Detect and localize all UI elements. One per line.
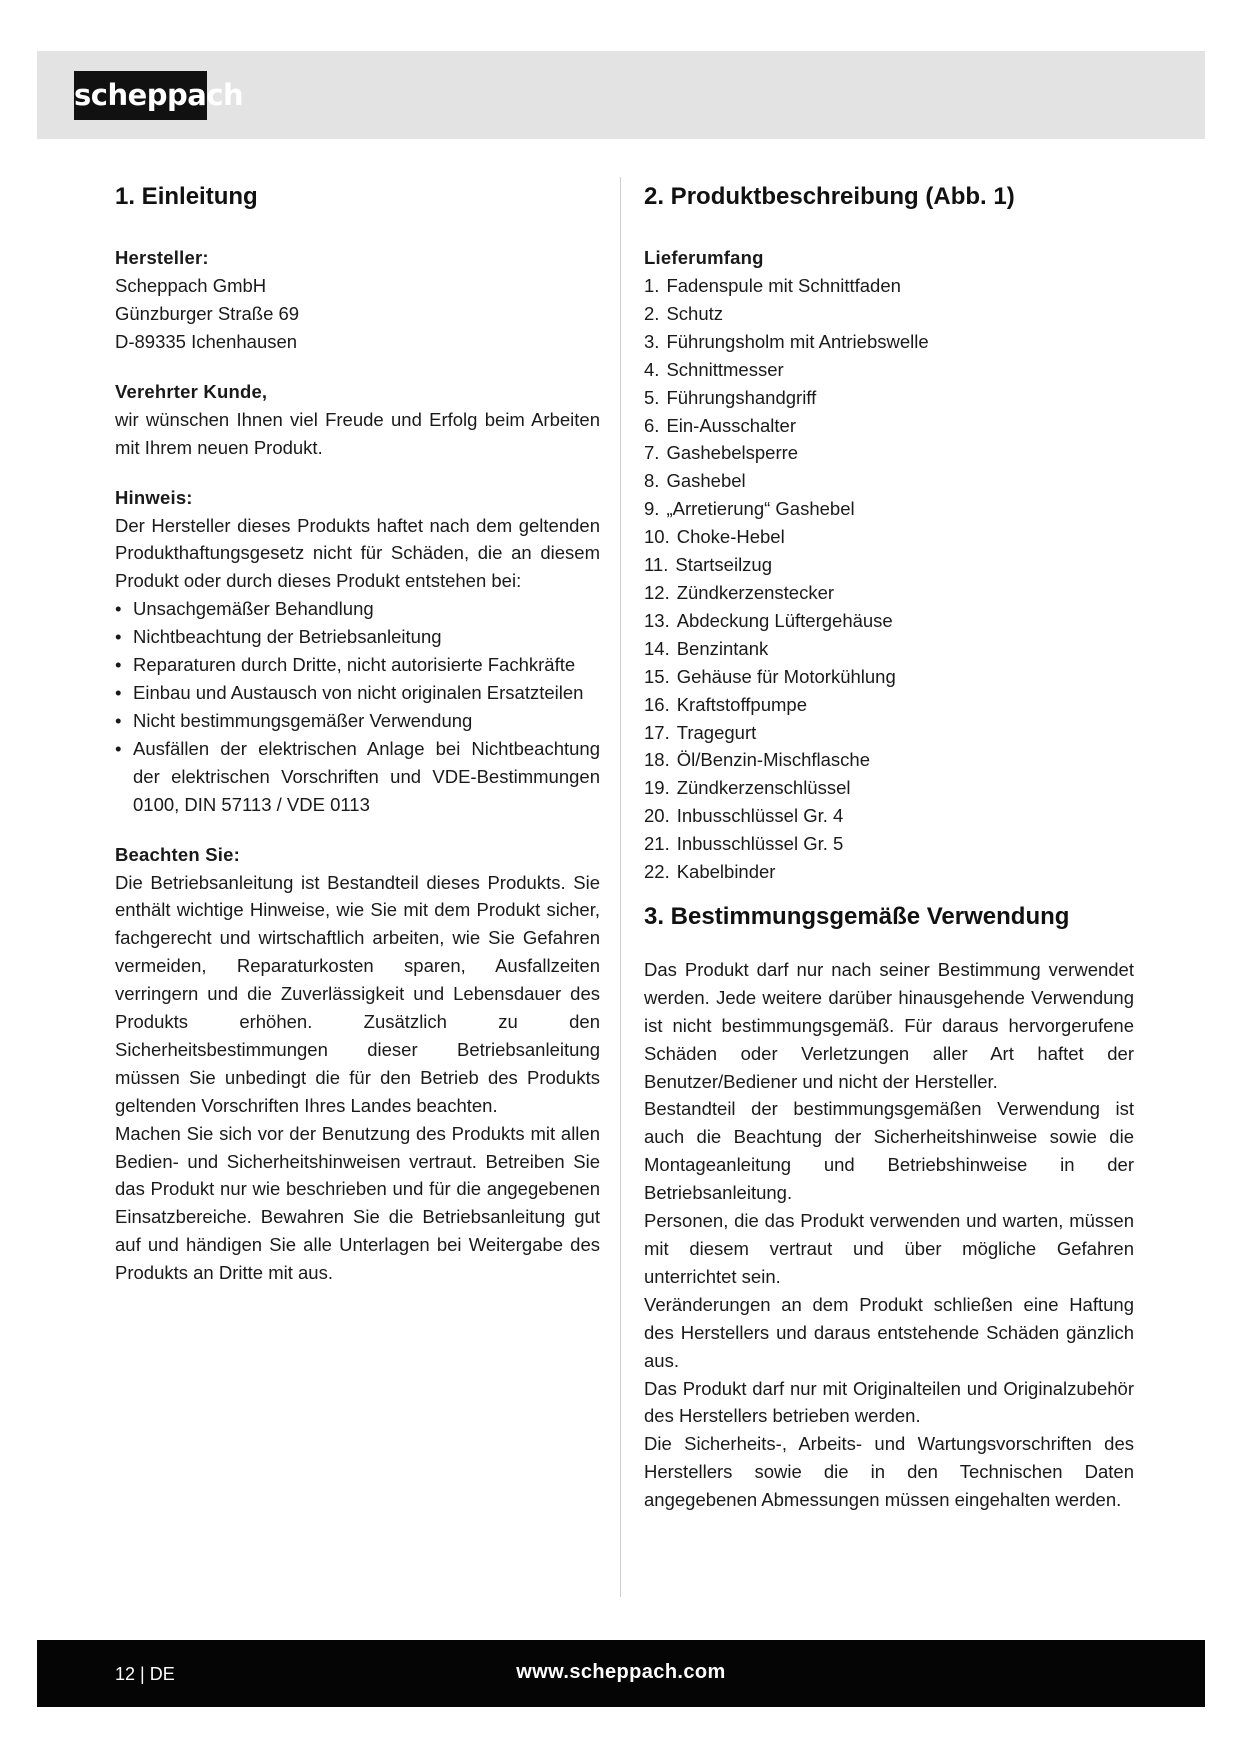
item-label: Fadenspule mit Schnittfaden — [666, 275, 901, 296]
item-number: 1. — [644, 275, 660, 296]
list-item — [644, 774, 1134, 802]
item-label: Führungsholm mit Antriebswelle — [666, 330, 929, 352]
item-number: 18. — [644, 749, 670, 771]
section-title-introduction: 1. Einleitung — [115, 183, 258, 210]
list-item: • Nichtbeachtung der Betriebsanleitung — [115, 623, 600, 651]
website-url: www.scheppach.com — [516, 1661, 726, 1683]
list-item — [644, 300, 1134, 328]
item-number: 7. — [644, 442, 660, 464]
list-item — [644, 412, 1134, 440]
observe-heading: Beachten Sie: — [115, 843, 240, 865]
manufacturer-name: Scheppach GmbH — [115, 275, 267, 296]
list-item: • Einbau und Austausch von nicht originalen Ersatzteilen — [115, 679, 600, 707]
list-item — [644, 691, 1134, 719]
item-label: Ein-Ausschalter — [666, 414, 796, 436]
item-number: 11. — [644, 554, 669, 576]
item-label: Gashebelsperre — [666, 442, 799, 464]
usage-paragraph: Veränderungen an dem Produkt schließen eine Haftung des Herstellers und daraus entstehende Schäden gänzlich aus. — [644, 1293, 1134, 1371]
item-label: Zündkerzenstecker — [676, 581, 835, 603]
list-item — [644, 356, 1134, 384]
list-item — [644, 551, 1134, 579]
usage-paragraph: Bestandteil der bestimmungsgemäßen Verwendung ist auch die Beachtung der Sicherheitshinweise sowie die Montageanleitung und Betriebshinweise in der Betriebsanleitung. — [644, 1098, 1134, 1204]
item-label: Gashebel — [666, 470, 746, 492]
item-label: Gehäuse für Motorkühlung — [676, 665, 896, 687]
item-number: 20. — [644, 805, 670, 827]
page-header — [37, 51, 1205, 139]
item-label: Zündkerzenschlüssel — [676, 777, 851, 799]
manufacturer-heading: Hersteller: — [115, 247, 209, 268]
right-column — [644, 178, 1134, 1514]
list-item — [644, 802, 1134, 830]
item-number: 2. — [644, 302, 660, 324]
customer-heading: Verehrter Kunde, — [115, 380, 268, 402]
left-column — [115, 178, 600, 1287]
manufacturer-street: Günzburger Straße 69 — [115, 302, 300, 324]
list-item — [644, 328, 1134, 356]
brand-logo: scheppach — [74, 71, 207, 120]
scope-of-delivery-list — [644, 272, 1134, 886]
item-number: 13. — [644, 609, 670, 631]
item-label: Schnittmesser — [666, 358, 784, 380]
item-label: Benzintank — [676, 637, 769, 659]
item-number: 4. — [644, 358, 660, 380]
section-title-product-description: 2. Produktbeschreibung (Abb. 1) — [644, 183, 1015, 210]
item-number: 10. — [644, 526, 670, 548]
item-label: Führungshandgriff — [666, 386, 817, 408]
liability-exclusions-list — [115, 595, 600, 818]
item-number: 3. — [644, 330, 660, 352]
item-number: 16. — [644, 693, 670, 715]
list-item — [644, 858, 1134, 886]
customer-text: wir wünschen Ihnen viel Freude und Erfolg beim Arbeiten mit Ihrem neuen Produkt. — [115, 408, 600, 458]
list-item — [644, 495, 1134, 523]
item-label: Choke-Hebel — [676, 526, 785, 548]
usage-paragraph: Die Sicherheits-, Arbeits- und Wartungsvorschriften des Herstellers sowie die in den Technischen Daten angegebenen Abmessungen müssen eingehalten werden. — [644, 1433, 1134, 1511]
item-label: Kraftstoffpumpe — [676, 693, 807, 715]
list-item — [644, 579, 1134, 607]
list-item — [644, 719, 1134, 747]
item-number: 8. — [644, 470, 660, 492]
list-item — [644, 384, 1134, 412]
scope-of-delivery-heading: Lieferumfang — [644, 247, 764, 268]
item-number: 12. — [644, 581, 670, 603]
list-item — [644, 439, 1134, 467]
item-number: 22. — [644, 861, 670, 883]
list-item: • Ausfällen der elektrischen Anlage bei Nichtbeachtung der elektrischen Vorschriften und VDE-Bestimmungen 0100, DIN 57113 / VDE 0113 — [115, 735, 600, 819]
item-label: Kabelbinder — [676, 861, 776, 883]
usage-paragraph: Personen, die das Produkt verwenden und warten, müssen mit diesem vertraut und über mögliche Gefahren unterrichtet sein. — [644, 1210, 1134, 1287]
list-item — [644, 272, 1134, 300]
list-item — [644, 663, 1134, 691]
section-title-intended-use: 3. Bestimmungsgemäße Verwendung — [644, 902, 1070, 930]
manufacturer-city: D-89335 Ichenhausen — [115, 330, 298, 352]
page-footer — [37, 1640, 1205, 1707]
item-number: 17. — [644, 721, 670, 743]
list-item — [644, 830, 1134, 858]
list-item: • Reparaturen durch Dritte, nicht autorisierte Fachkräfte — [115, 651, 600, 679]
list-item — [644, 746, 1134, 774]
item-number: 9. — [644, 498, 660, 520]
list-item: • Nicht bestimmungsgemäßer Verwendung — [115, 707, 600, 735]
item-label: Schutz — [666, 302, 723, 324]
observe-text-2: Machen Sie sich vor der Benutzung des Produkts mit allen Bedien- und Sicherheitshinweisen vertraut. Betreiben Sie das Produkt nur wie beschrieben und für die angegebenen Einsatzbereiche. Bewahren Sie die Betriebsanleitung gut auf und händigen Sie alle Unterlagen bei Weitergabe des Produkts an Dritte mit aus. — [115, 1122, 600, 1284]
usage-paragraph: Das Produkt darf nur nach seiner Bestimmung verwendet werden. Jede weitere darüber hinausgehende Verwendung ist nicht bestimmungsgemäß. Für daraus hervorgerufene Schäden oder Verletzungen aller Art haftet der Benutzer/Bediener und nicht der Hersteller. — [644, 958, 1134, 1092]
item-number: 21. — [644, 833, 670, 855]
list-item — [644, 523, 1134, 551]
page-number: 12 | DE — [115, 1664, 175, 1684]
list-item: • Unsachgemäßer Behandlung — [115, 595, 600, 623]
item-label: Öl/Benzin-Mischflasche — [676, 749, 871, 771]
item-label: Inbusschlüssel Gr. 4 — [676, 805, 844, 827]
note-heading: Hinweis: — [115, 486, 193, 508]
list-item — [644, 607, 1134, 635]
item-number: 5. — [644, 386, 660, 408]
column-divider — [620, 177, 621, 1597]
item-label: Startseilzug — [675, 554, 773, 576]
intended-use-text — [644, 956, 1134, 1514]
item-label: Abdeckung Lüftergehäuse — [676, 609, 893, 631]
item-number: 19. — [644, 777, 670, 799]
item-label: Inbusschlüssel Gr. 5 — [676, 833, 844, 855]
list-item — [644, 635, 1134, 663]
usage-paragraph: Das Produkt darf nur mit Originalteilen und Originalzubehör des Herstellers betrieben werden. — [644, 1377, 1134, 1427]
item-label: „Arretierung“ Gashebel — [666, 498, 855, 520]
item-number: 15. — [644, 665, 670, 687]
item-label: Tragegurt — [676, 721, 757, 743]
note-text: Der Hersteller dieses Produkts haftet nach dem geltenden Produkthaftungsgesetz nicht für Schäden, die an diesem Produkt oder durch dieses Produkt entstehen bei: — [115, 514, 600, 592]
observe-text: Die Betriebsanleitung ist Bestandteil dieses Produkts. Sie enthält wichtige Hinweise, wie Sie mit dem Produkt sicher, fachgerecht und wirtschaftlich arbeiten, wie Sie Gefahren vermeiden, Reparaturkosten sparen, Ausfallzeiten verringern und die Zuverlässigkeit und Lebensdauer des Produkts erhöhen. Zusätzlich zu den Sicherheitsbestimmungen dieser Betriebsanleitung müssen Sie unbedingt die für den Betrieb des Produkts geltenden Vorschriften Ihres Landes beachten. — [115, 871, 600, 1116]
item-number: 14. — [644, 637, 670, 659]
list-item — [644, 467, 1134, 495]
item-number: 6. — [644, 414, 660, 436]
